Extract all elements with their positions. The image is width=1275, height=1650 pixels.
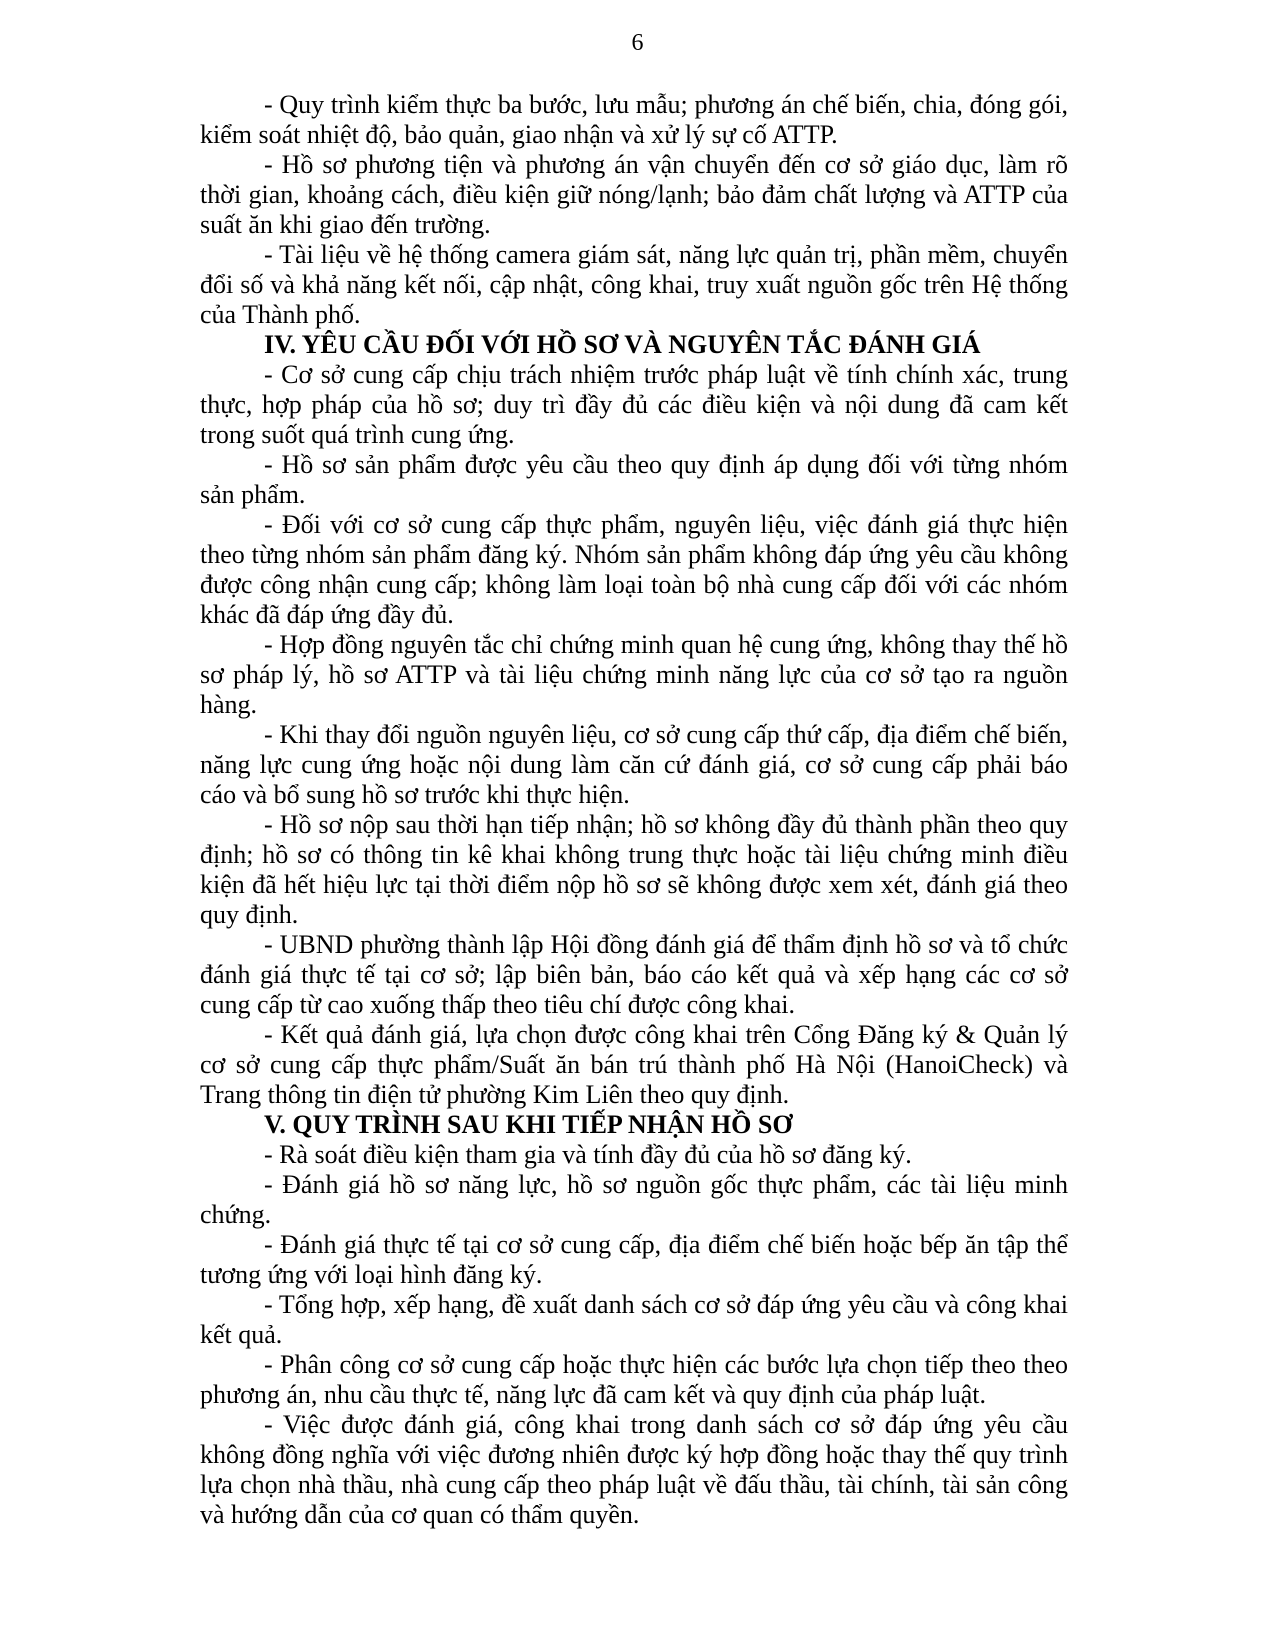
paragraph: - Phân công cơ sở cung cấp hoặc thực hiện các bước lựa chọn tiếp theo theo phương án, nhu cầu thực tế, năng lực đã cam kết và quy định của pháp luật. — [200, 1350, 1068, 1409]
paragraph: - Đánh giá thực tế tại cơ sở cung cấp, địa điểm chế biến hoặc bếp ăn tập thể tương ứng với loại hình đăng ký. — [200, 1230, 1068, 1289]
paragraph: - Tài liệu về hệ thống camera giám sát, năng lực quản trị, phần mềm, chuyển đổi số và khả năng kết nối, cập nhật, công khai, truy xuất nguồn gốc trên Hệ thống của Thành phố. — [200, 240, 1068, 329]
section-heading-v: V. QUY TRÌNH SAU KHI TIẾP NHẬN HỒ SƠ — [264, 1110, 793, 1139]
paragraph: - Khi thay đổi nguồn nguyên liệu, cơ sở cung cấp thứ cấp, địa điểm chế biến, năng lực cung ứng hoặc nội dung làm căn cứ đánh giá, cơ sở cung cấp phải báo cáo và bổ sung hồ sơ trước khi thực hiện. — [200, 720, 1068, 809]
paragraph: - Rà soát điều kiện tham gia và tính đầy đủ của hồ sơ đăng ký. — [264, 1140, 912, 1169]
section-heading-iv: IV. YÊU CẦU ĐỐI VỚI HỒ SƠ VÀ NGUYÊN TẮC ĐÁNH GIÁ — [264, 330, 981, 359]
paragraph: - Hồ sơ sản phẩm được yêu cầu theo quy định áp dụng đối với từng nhóm sản phẩm. — [200, 450, 1068, 509]
paragraph: - Đánh giá hồ sơ năng lực, hồ sơ nguồn gốc thực phẩm, các tài liệu minh chứng. — [200, 1170, 1068, 1229]
document-body — [200, 90, 1068, 1530]
paragraph: - Quy trình kiểm thực ba bước, lưu mẫu; phương án chế biến, chia, đóng gói, kiểm soát nhiệt độ, bảo quản, giao nhận và xử lý sự cố ATTP. — [200, 90, 1068, 149]
paragraph: - Đối với cơ sở cung cấp thực phẩm, nguyên liệu, việc đánh giá thực hiện theo từng nhóm sản phẩm đăng ký. Nhóm sản phẩm không đáp ứng yêu cầu không được công nhận cung cấp; không làm loại toàn bộ nhà cung cấp đối với các nhóm khác đã đáp ứng đầy đủ. — [200, 510, 1068, 629]
page-number: 6 — [631, 30, 644, 56]
paragraph: - Tổng hợp, xếp hạng, đề xuất danh sách cơ sở đáp ứng yêu cầu và công khai kết quả. — [200, 1290, 1068, 1349]
paragraph: - Hồ sơ nộp sau thời hạn tiếp nhận; hồ sơ không đầy đủ thành phần theo quy định; hồ sơ có thông tin kê khai không trung thực hoặc tài liệu chứng minh điều kiện đã hết hiệu lực tại thời điểm nộp hồ sơ sẽ không được xem xét, đánh giá theo quy định. — [200, 810, 1068, 929]
paragraph: - Việc được đánh giá, công khai trong danh sách cơ sở đáp ứng yêu cầu không đồng nghĩa với việc đương nhiên được ký hợp đồng hoặc thay thế quy trình lựa chọn nhà thầu, nhà cung cấp theo pháp luật về đấu thầu, tài chính, tài sản công và hướng dẫn của cơ quan có thẩm quyền. — [200, 1410, 1068, 1529]
paragraph: - Kết quả đánh giá, lựa chọn được công khai trên Cổng Đăng ký & Quản lý cơ sở cung cấp thực phẩm/Suất ăn bán trú thành phố Hà Nội (HanoiCheck) và Trang thông tin điện tử phường Kim Liên theo quy định. — [200, 1020, 1068, 1109]
paragraph: - Hợp đồng nguyên tắc chỉ chứng minh quan hệ cung ứng, không thay thế hồ sơ pháp lý, hồ sơ ATTP và tài liệu chứng minh năng lực của cơ sở tạo ra nguồn hàng. — [200, 630, 1068, 719]
paragraph: - UBND phường thành lập Hội đồng đánh giá để thẩm định hồ sơ và tổ chức đánh giá thực tế tại cơ sở; lập biên bản, báo cáo kết quả và xếp hạng các cơ sở cung cấp từ cao xuống thấp theo tiêu chí được công khai. — [200, 930, 1068, 1019]
paragraph: - Hồ sơ phương tiện và phương án vận chuyển đến cơ sở giáo dục, làm rõ thời gian, khoảng cách, điều kiện giữ nóng/lạnh; bảo đảm chất lượng và ATTP của suất ăn khi giao đến trường. — [200, 150, 1068, 239]
paragraph: - Cơ sở cung cấp chịu trách nhiệm trước pháp luật về tính chính xác, trung thực, hợp pháp của hồ sơ; duy trì đầy đủ các điều kiện và nội dung đã cam kết trong suốt quá trình cung ứng. — [200, 360, 1068, 449]
